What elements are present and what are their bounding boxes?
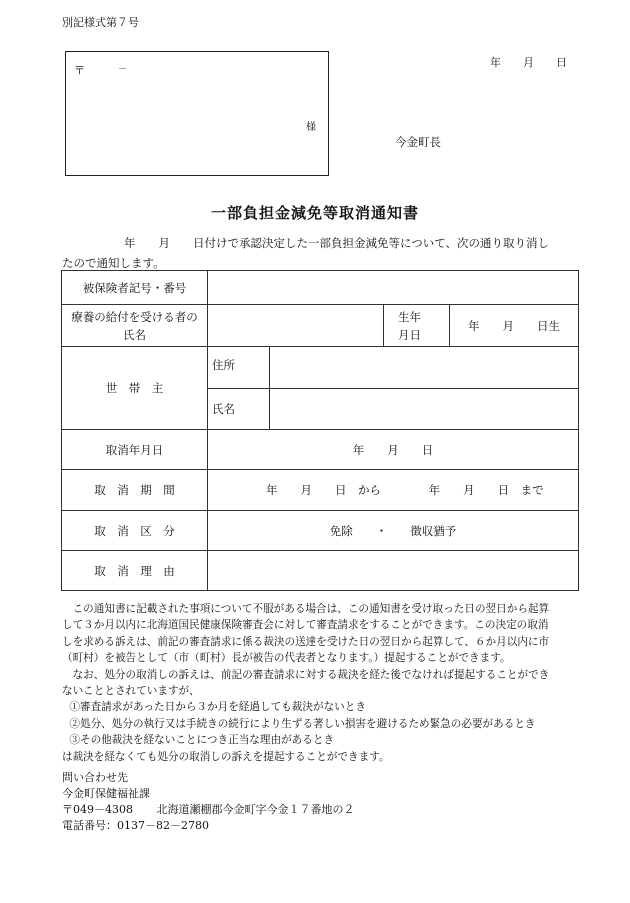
- notice-item: ③その他裁決を経ないことにつき正当な理由があるとき: [69, 734, 335, 747]
- notice-item: ①審査請求があった日から３か月を経過しても裁決がないとき: [69, 701, 366, 714]
- form-number: 別記様式第７号: [62, 16, 139, 29]
- recipient-address-box: [65, 51, 329, 176]
- notice-line: ないこととされていますが、: [62, 685, 200, 698]
- birth-date-field[interactable]: 年 月 日生: [450, 305, 579, 347]
- contact-department: 今金町保健福祉課: [62, 787, 150, 800]
- notice-line: この通知書に記載された事項について不服がある場合は、この通知書を受け取った日の翌日から起算: [72, 603, 550, 615]
- cancel-date-label: 取消年月日: [62, 430, 208, 470]
- issue-date: 年 月 日: [490, 56, 567, 69]
- postal-mark: 〒: [74, 64, 85, 77]
- contact-phone: 電話番号：0137－82－2780: [62, 819, 209, 832]
- issuer-name: 今金町長: [395, 135, 441, 149]
- cancel-category-label: 取 消 区 分: [62, 511, 208, 551]
- contact-postal-code: 〒049－4308: [62, 803, 133, 816]
- intro-text: [62, 233, 578, 273]
- contact-info: [62, 770, 355, 834]
- household-name-field[interactable]: [270, 389, 579, 430]
- contact-heading: 問い合わせ先: [62, 771, 128, 784]
- notice-item: ②処分、処分の執行又は手続きの続行により生ずる著しい損害を避けるため緊急の必要があるとき: [69, 717, 536, 730]
- household-head-label: 世 帯 主: [62, 347, 208, 430]
- cancel-period-field[interactable]: [208, 470, 579, 511]
- intro-line-1: 年 月 日付けで承認決定した一部負担金減免等について、次の通り取り消し: [124, 236, 550, 250]
- cancel-date-field[interactable]: 年 月 日: [208, 430, 579, 470]
- cancel-category-field[interactable]: 免除 ・ 徴収猶予: [208, 511, 579, 551]
- appeal-notice: [62, 601, 582, 765]
- period-from: 年 月 日 から: [266, 483, 381, 497]
- insured-number-field[interactable]: [208, 271, 579, 305]
- cancellation-table: [61, 270, 579, 591]
- notice-line: して３か月以内に北海道国民健康保険審査会に対して審査請求をすることができます。この決定の取消: [62, 619, 549, 632]
- birth-date-label: 生年 月日: [384, 305, 450, 347]
- recipient-suffix: 様: [306, 122, 316, 133]
- document-title: 一部負担金減免等取消通知書: [210, 204, 419, 222]
- period-to: 年 月 日 まで: [428, 483, 544, 497]
- contact-address: 北海道瀬棚郡今金町字今金１７番地の２: [156, 803, 355, 816]
- address-field[interactable]: [270, 347, 579, 389]
- notice-line: なお、処分の取消しの訴えは、前記の審査請求に対する裁決を経た後でなければ提起することができ: [72, 668, 550, 681]
- notice-line: （町村）を被告として（市（町村）長が被告の代表者となります。）提起することができます。: [62, 652, 511, 665]
- recipient-name-field[interactable]: [208, 305, 384, 347]
- notice-line: しを求める訴えは、前記の審査請求に係る裁決の送達を受けた日の翌日から起算して、６か月以内に市: [62, 635, 550, 648]
- notice-line: は裁決を経なくても処分の取消しの訴えを提起することができます。: [62, 750, 390, 763]
- cancel-period-label: 取 消 期 間: [62, 470, 208, 511]
- address-label: 住所: [208, 347, 270, 389]
- household-name-label: 氏名: [208, 389, 270, 430]
- insured-number-label: 被保険者記号・番号: [62, 271, 208, 305]
- contact-address-line: [62, 802, 355, 818]
- postal-dash: －: [118, 65, 128, 75]
- cancel-reason-field[interactable]: [208, 551, 579, 591]
- cancel-reason-label: 取 消 理 由: [62, 551, 208, 591]
- recipient-name-label: 療養の給付を受ける者の 氏名: [62, 305, 208, 347]
- intro-line-2: たので通知します。: [62, 256, 165, 270]
